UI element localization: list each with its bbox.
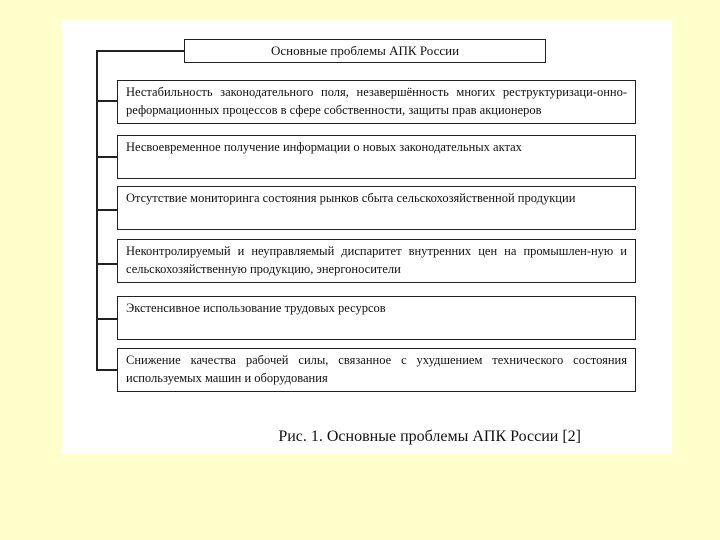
connector-branch	[96, 209, 117, 211]
diagram-title: Основные проблемы АПК России	[270, 43, 460, 58]
problem-box	[117, 296, 636, 340]
problem-box	[117, 80, 636, 124]
problem-box	[117, 348, 636, 392]
problem-box	[117, 186, 636, 230]
problem-text: Снижение качества рабочей силы, связанное с ухудшением технического состояния используемых машин и оборудования	[126, 353, 627, 385]
figure-caption: Рис. 1. Основные проблемы АПК России [2]	[278, 428, 581, 445]
problem-text: Отсутствие мониторинга состояния рынков сбыта сельскохозяйственной продукции	[126, 191, 576, 205]
connector-title-link	[96, 50, 184, 52]
problem-box	[117, 135, 636, 179]
connector-branch	[96, 318, 117, 320]
connector-branch	[96, 100, 117, 102]
connector-branch	[96, 263, 117, 265]
problem-text: Неконтролируемый и неуправляемый диспаритет внутренних цен на промышлен-ную и сельскохозяйственную продукцию, энергоносители	[126, 244, 627, 276]
problem-text: Несвоевременное получение информации о новых законодательных актах	[126, 140, 522, 154]
problem-box	[117, 239, 636, 283]
diagram-title-box	[184, 39, 546, 63]
problem-text: Нестабильность законодательного поля, незавершённость многих реструктуризаци-онно-реформационных процессов в сфере собственности, защиты прав акционеров	[126, 85, 627, 117]
connector-branch	[96, 369, 117, 371]
problem-text: Экстенсивное использование трудовых ресурсов	[126, 301, 386, 315]
connector-branch	[96, 156, 117, 158]
